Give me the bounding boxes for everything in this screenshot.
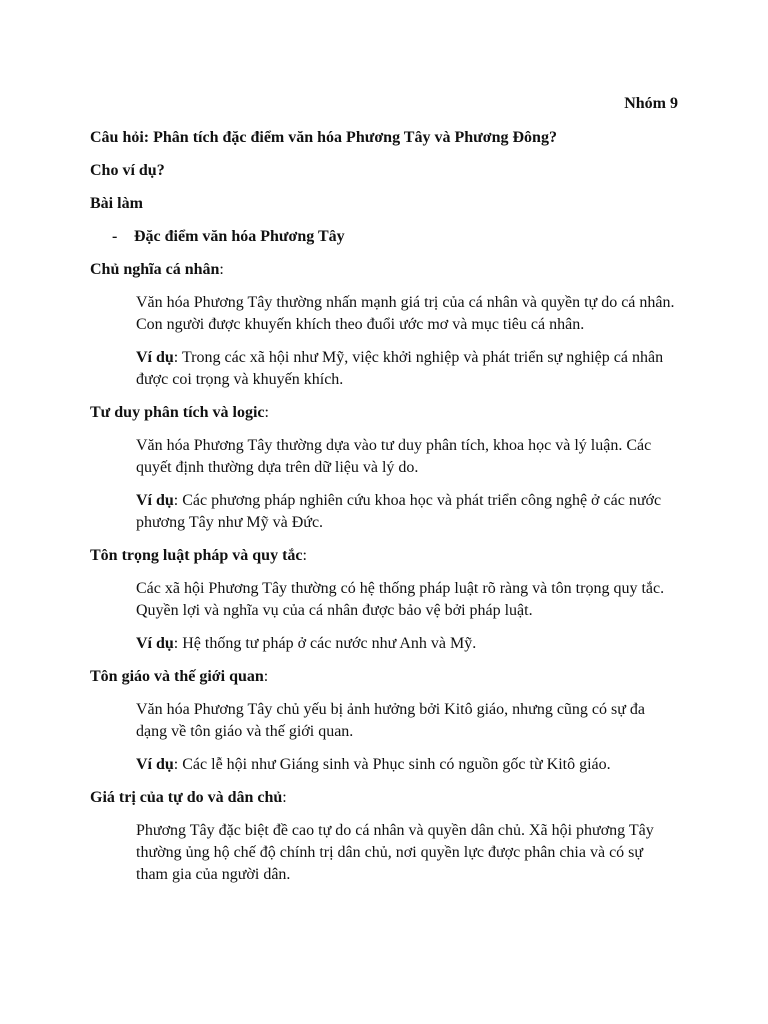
bullet-dash: - bbox=[112, 228, 118, 245]
section-colon: : bbox=[219, 261, 224, 278]
section-heading bbox=[90, 259, 678, 281]
section-colon: : bbox=[263, 668, 269, 685]
example-text: : Các phương pháp nghiên cứu khoa học và phát triển công nghệ ở các nước phương Tây như Mỹ và Đức. bbox=[136, 492, 662, 531]
section-title: Tôn giáo và thế giới quan bbox=[90, 668, 264, 685]
section-example bbox=[90, 633, 678, 655]
document-page bbox=[90, 93, 678, 897]
section-body: Các xã hội Phương Tây thường có hệ thống pháp luật rõ ràng và tôn trọng quy tắc. Quyền lợi và nghĩa vụ của cá nhân được bảo vệ bởi pháp luật. bbox=[136, 580, 665, 619]
section-colon: : bbox=[264, 404, 269, 421]
section-body: Văn hóa Phương Tây thường nhấn mạnh giá trị của cá nhân và quyền tự do cá nhân. Con người được khuyến khích theo đuổi ước mơ và mục tiêu cá nhân. bbox=[136, 294, 675, 333]
section-colon: : bbox=[282, 789, 287, 806]
section-example bbox=[90, 754, 678, 776]
section-title: Tôn trọng luật pháp và quy tắc bbox=[90, 547, 303, 564]
section-body: Văn hóa Phương Tây thường dựa vào tư duy phân tích, khoa học và lý luận. Các quyết định thường dựa trên dữ liệu và lý do. bbox=[136, 437, 652, 476]
example-text: : Trong các xã hội như Mỹ, việc khởi nghiệp và phát triển sự nghiệp cá nhân được coi trọng và khuyến khích. bbox=[136, 349, 664, 388]
section-example bbox=[90, 347, 678, 391]
section-heading bbox=[90, 402, 678, 424]
section-example bbox=[90, 490, 678, 534]
example-text: : Hệ thống tư pháp ở các nước như Anh và Mỹ. bbox=[173, 635, 477, 652]
group-label: Nhóm 9 bbox=[624, 95, 678, 112]
section-body: Phương Tây đặc biệt đề cao tự do cá nhân và quyền dân chủ. Xã hội phương Tây thường ủng hộ chế độ chính trị dân chủ, nơi quyền lực được phân chia và có sự tham gia của người dân. bbox=[136, 822, 654, 883]
example-label: Ví dụ bbox=[136, 635, 174, 652]
section-heading bbox=[90, 545, 678, 567]
example-label: Ví dụ bbox=[136, 756, 174, 773]
bullet-text: Đặc điểm văn hóa Phương Tây bbox=[134, 228, 345, 245]
section-body: Văn hóa Phương Tây chủ yếu bị ảnh hưởng bởi Kitô giáo, nhưng cũng có sự đa dạng về tôn giáo và thế giới quan. bbox=[136, 701, 646, 740]
section-title: Giá trị của tự do và dân chủ bbox=[90, 789, 283, 806]
example-label: Ví dụ bbox=[136, 349, 174, 366]
section-title: Chủ nghĩa cá nhân bbox=[90, 261, 220, 278]
section-heading bbox=[90, 787, 678, 809]
example-label: Ví dụ bbox=[136, 492, 174, 509]
question-continuation: Cho ví dụ? bbox=[90, 162, 165, 179]
example-text: : Các lễ hội như Giáng sinh và Phục sinh có nguồn gốc từ Kitô giáo. bbox=[173, 756, 611, 773]
answer-label: Bài làm bbox=[90, 195, 143, 212]
section-colon: : bbox=[302, 547, 307, 564]
question-line: Câu hỏi: Phân tích đặc điểm văn hóa Phương Tây và Phương Đông? bbox=[90, 129, 557, 146]
section-bullet bbox=[90, 226, 678, 248]
section-heading bbox=[90, 666, 678, 688]
section-title: Tư duy phân tích và logic bbox=[90, 404, 265, 421]
